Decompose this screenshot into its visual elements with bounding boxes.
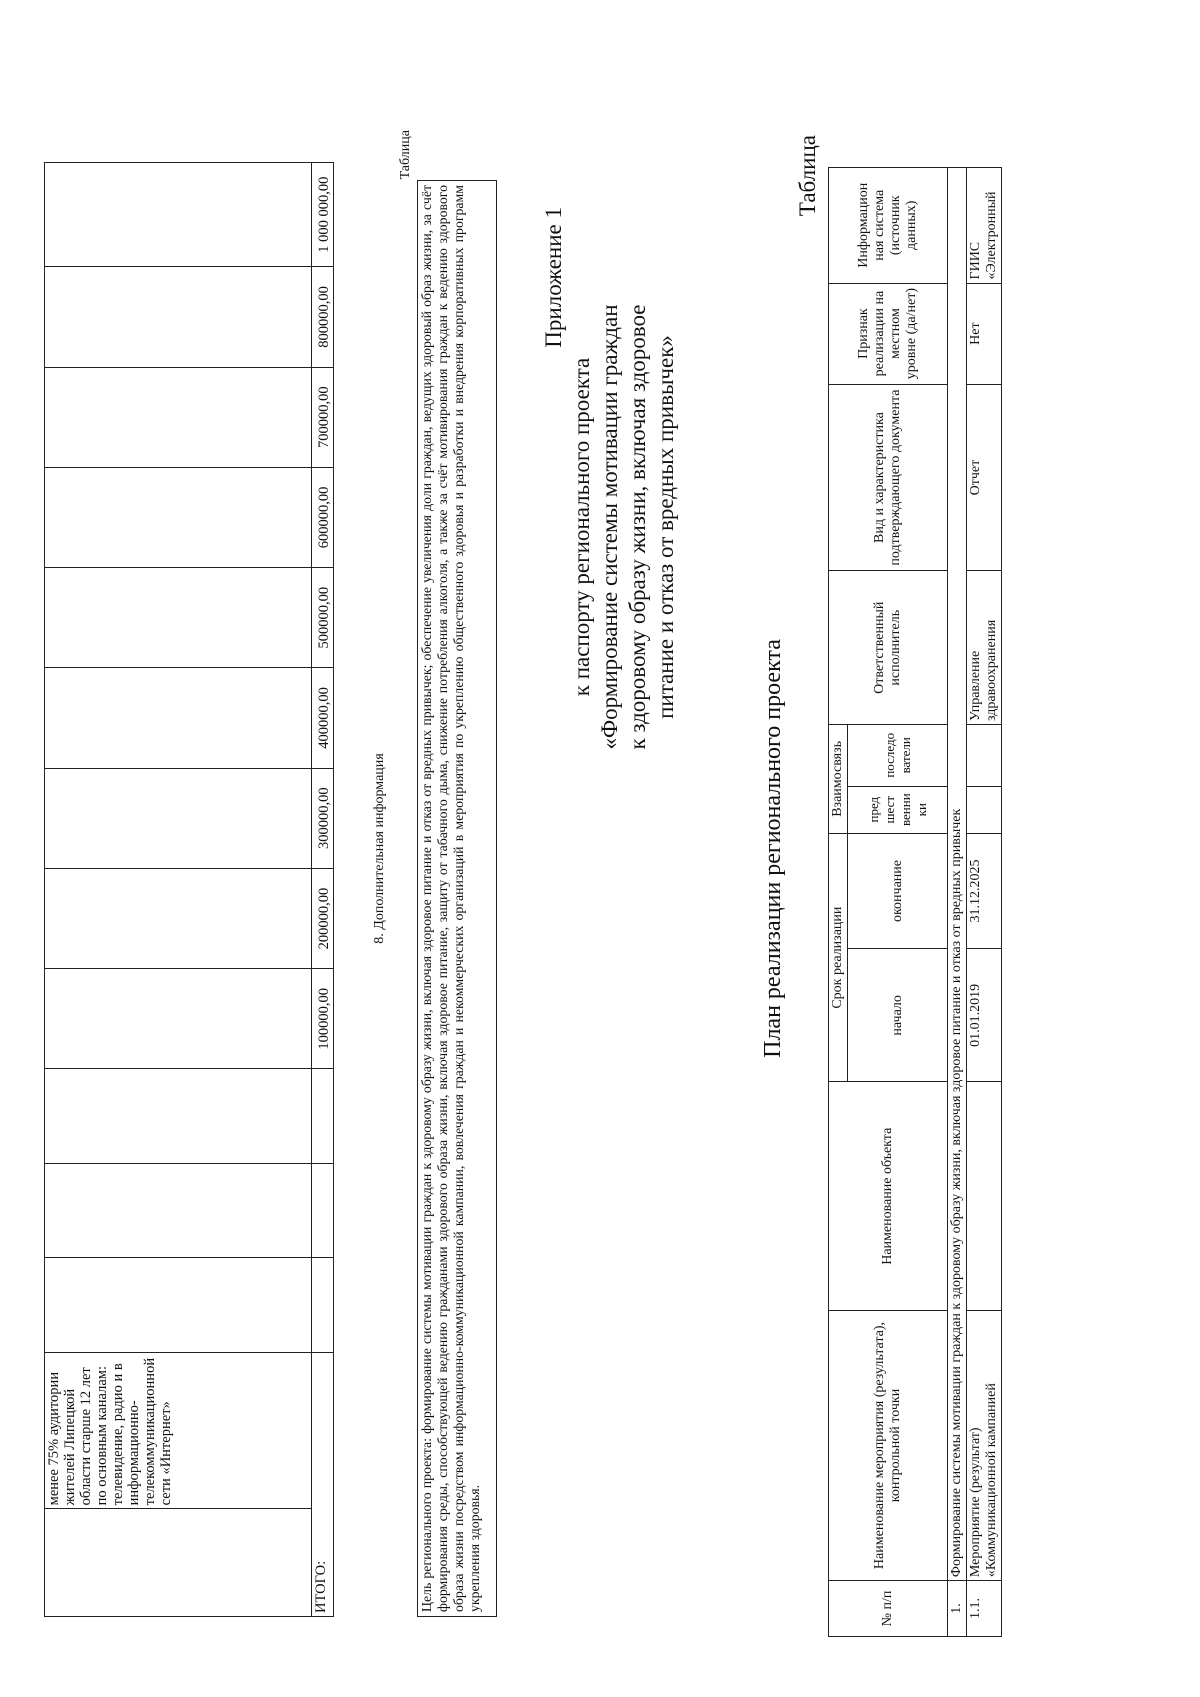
table-row (45, 163, 312, 1617)
table-cell (45, 1163, 312, 1258)
row-responsible: Управление здравоохранения (967, 571, 1002, 725)
appendix-line: «Формирование системы мотивации граждан (597, 304, 622, 750)
table-cell (45, 568, 312, 668)
table-cell (45, 163, 312, 267)
financing-table (44, 162, 334, 1617)
table-row (948, 168, 967, 1637)
row-prev (967, 786, 1002, 833)
total-value: 300000,00 (312, 768, 334, 868)
header-local: Признак реализации на местном уровне (да/нет) (829, 283, 948, 384)
header-info: Информацион ная система (источник данных) (829, 168, 948, 284)
table-cell (312, 1258, 334, 1353)
header-end: окончание (848, 833, 948, 948)
total-value: 100000,00 (312, 969, 334, 1069)
table-cell (312, 1163, 334, 1258)
table-cell (45, 367, 312, 467)
appendix-line: к паспорту регионального проекта (569, 357, 594, 697)
row-doc: Отчет (967, 384, 1002, 571)
section-row-text: Формирование системы мотивации граждан к здоровому образу жизни, включая здоровое питание и отказ от вредных привычек (948, 168, 967, 1581)
table-caption: Таблица (398, 130, 413, 180)
total-value: 800000,00 (312, 267, 334, 367)
table-cell (45, 1069, 312, 1164)
header-responsible: Ответственный исполнитель (829, 571, 948, 725)
additional-info-text: Цель регионального проекта: формирование системы мотивации граждан к здоровому образу жизни, включая здоровое питание и отказ от вредных привычек; обеспечение увеличения доли граждан, ведущих здоровый образ жизни, за счёт формирования среды, способствующей ведению гражданами здорового образа жизни, включая здоровое питание, защиту от табачного дыма, снижение потребления алкоголя, а также за счёт мотивирования граждан к ведению здорового образа жизни посредством информационно-коммуникационной кампании, вовлечения граждан и некоммерческих организаций в мероприятия по укреплению общественного здоровья и разработки и внедрения корпоративных программ укрепления здоровья. (417, 180, 497, 1617)
table-cell (45, 1509, 312, 1617)
table-cell (45, 868, 312, 968)
total-value: 400000,00 (312, 668, 334, 768)
row-next (967, 724, 1002, 786)
total-value: 600000,00 (312, 467, 334, 567)
row-local: Нет (967, 283, 1002, 384)
table-cell (45, 768, 312, 868)
row-num: 1.1. (967, 1581, 1002, 1637)
table-cell (45, 1258, 312, 1353)
header-start: начало (848, 949, 948, 1082)
total-value: 200000,00 (312, 868, 334, 968)
header-row (829, 168, 848, 1637)
row-end: 31.12.2025 (967, 833, 1002, 948)
row-object (967, 1082, 1002, 1310)
appendix-header (540, 207, 680, 847)
header-prev: пред шест венни ки (848, 786, 948, 833)
header-next: последо ватели (848, 724, 948, 786)
appendix-line: к здоровому образу жизни, включая здоровое (625, 304, 650, 750)
total-value: 500000,00 (312, 568, 334, 668)
row-label-cell: менее 75% аудитории жителей Липецкой области старше 12 лет по основным каналам: телевидение, радио и в информационно-телекоммуникационной сети «Интернет» (45, 1353, 312, 1509)
header-period: Срок реализации (829, 833, 848, 1082)
header-doc: Вид и характеристика подтверждающего документа (829, 384, 948, 571)
total-value: 1 000 000,00 (312, 163, 334, 267)
row-num: 1. (948, 1581, 967, 1637)
appendix-number: Приложение 1 (541, 207, 566, 348)
section-title: 8. Дополнительная информация (372, 753, 387, 944)
total-value: 700000,00 (312, 367, 334, 467)
header-object: Наименование объекта (829, 1082, 948, 1310)
header-num: № п/п (829, 1581, 948, 1637)
table-caption: Таблица (795, 135, 820, 217)
table-cell (45, 668, 312, 768)
table-cell (312, 1069, 334, 1164)
table-row (967, 168, 1002, 1637)
table-cell (45, 467, 312, 567)
row-info: ГИИС «Электронный (967, 168, 1002, 284)
table-cell (45, 267, 312, 367)
plan-title: План реализации регионального проекта (760, 639, 786, 1058)
total-row (312, 163, 334, 1617)
appendix-line: питание и отказ от вредных привычек» (653, 335, 678, 719)
header-name: Наименование мероприятия (результата), контрольной точки (829, 1310, 948, 1580)
plan-table (828, 167, 1002, 1637)
table-cell (45, 969, 312, 1069)
header-relation: Взаимосвязь (829, 724, 848, 833)
total-label: ИТОГО: (312, 1353, 334, 1617)
row-name: Мероприятие (результат) «Коммуникационной кампанией (967, 1310, 1002, 1580)
row-start: 01.01.2019 (967, 949, 1002, 1082)
